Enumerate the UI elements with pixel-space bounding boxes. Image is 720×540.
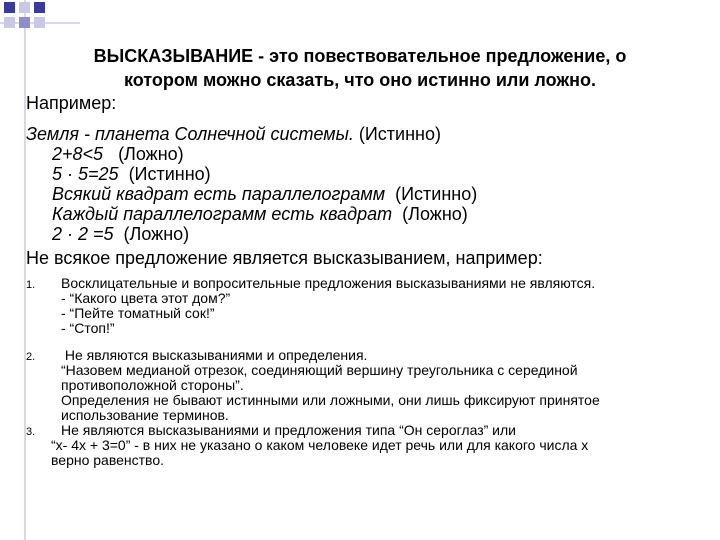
list-number: 2.	[26, 351, 36, 363]
list-line: “Назовем медианой отрезок, соединяющий вершину треугольника с серединой	[61, 362, 578, 378]
numbered-list	[26, 276, 696, 468]
example-verdict: (Истинно)	[118, 164, 211, 184]
example-line	[52, 164, 211, 185]
example-statement: Земля - планета Солнечной системы.	[26, 124, 354, 144]
decor-square	[34, 2, 45, 13]
list-line: использование терминов.	[61, 407, 229, 423]
example-verdict: (Ложно)	[392, 204, 468, 224]
example-statement: 2 · 2 =5	[52, 224, 114, 244]
example-verdict: (Истинно)	[385, 184, 478, 204]
list-line: Определения не бывают истинными или ложными, они лишь фиксируют принятое	[61, 392, 600, 408]
decor-square	[4, 17, 15, 28]
example-line	[52, 224, 189, 245]
list-number: 1.	[26, 279, 36, 291]
decor-square	[19, 17, 30, 28]
example-line	[26, 124, 441, 145]
list-line: - “Стоп!”	[61, 320, 115, 336]
list-line: Восклицательные и вопросительные предложения высказываниями не являются.	[61, 275, 596, 291]
page-title	[40, 44, 680, 92]
decor-square	[4, 2, 15, 13]
example-line	[52, 144, 184, 165]
list-line: верно равенство.	[51, 452, 164, 468]
list-line: “x- 4x + 3=0” - в них не указано о каком человеке идет речь или для какого числа x	[51, 437, 589, 453]
example-statement: Каждый параллелограмм есть квадрат	[52, 204, 393, 224]
list-item	[26, 423, 696, 438]
list-tail	[26, 438, 696, 468]
list-line: - “Пейте томатный сок!”	[61, 305, 215, 321]
not-statement-intro: Не всякое предложение является высказыванием, например:	[26, 248, 543, 268]
example-statement: Всякий квадрат есть параллелограмм	[52, 184, 386, 204]
list-line: - “Какого цвета этот дом?”	[61, 290, 231, 306]
example-verdict: (Ложно)	[113, 224, 190, 244]
example-statement: 2+8<5	[52, 144, 104, 164]
list-line: противоположной стороны”.	[61, 377, 244, 393]
example-line	[52, 184, 477, 205]
decor-square	[19, 2, 30, 13]
title-line: котором можно сказать, что оно истинно или ложно.	[123, 70, 597, 90]
example-verdict: (Ложно)	[103, 144, 184, 164]
list-line: Не являются высказываниями и предложения типа “Он сероглаз” или	[61, 422, 516, 438]
example-verdict: (Истинно)	[353, 124, 441, 144]
example-intro: Например:	[26, 93, 117, 113]
example-statement: 5 · 5=25	[52, 164, 119, 184]
example-line	[52, 204, 468, 225]
list-line: Не являются высказываниями и определения.	[61, 347, 368, 363]
decor-square	[34, 17, 45, 28]
list-item	[26, 348, 696, 423]
title-line: ВЫСКАЗЫВАНИЕ - это повествовательное предложение, о	[93, 46, 627, 66]
list-number: 3.	[26, 426, 36, 438]
list-item	[26, 276, 696, 336]
